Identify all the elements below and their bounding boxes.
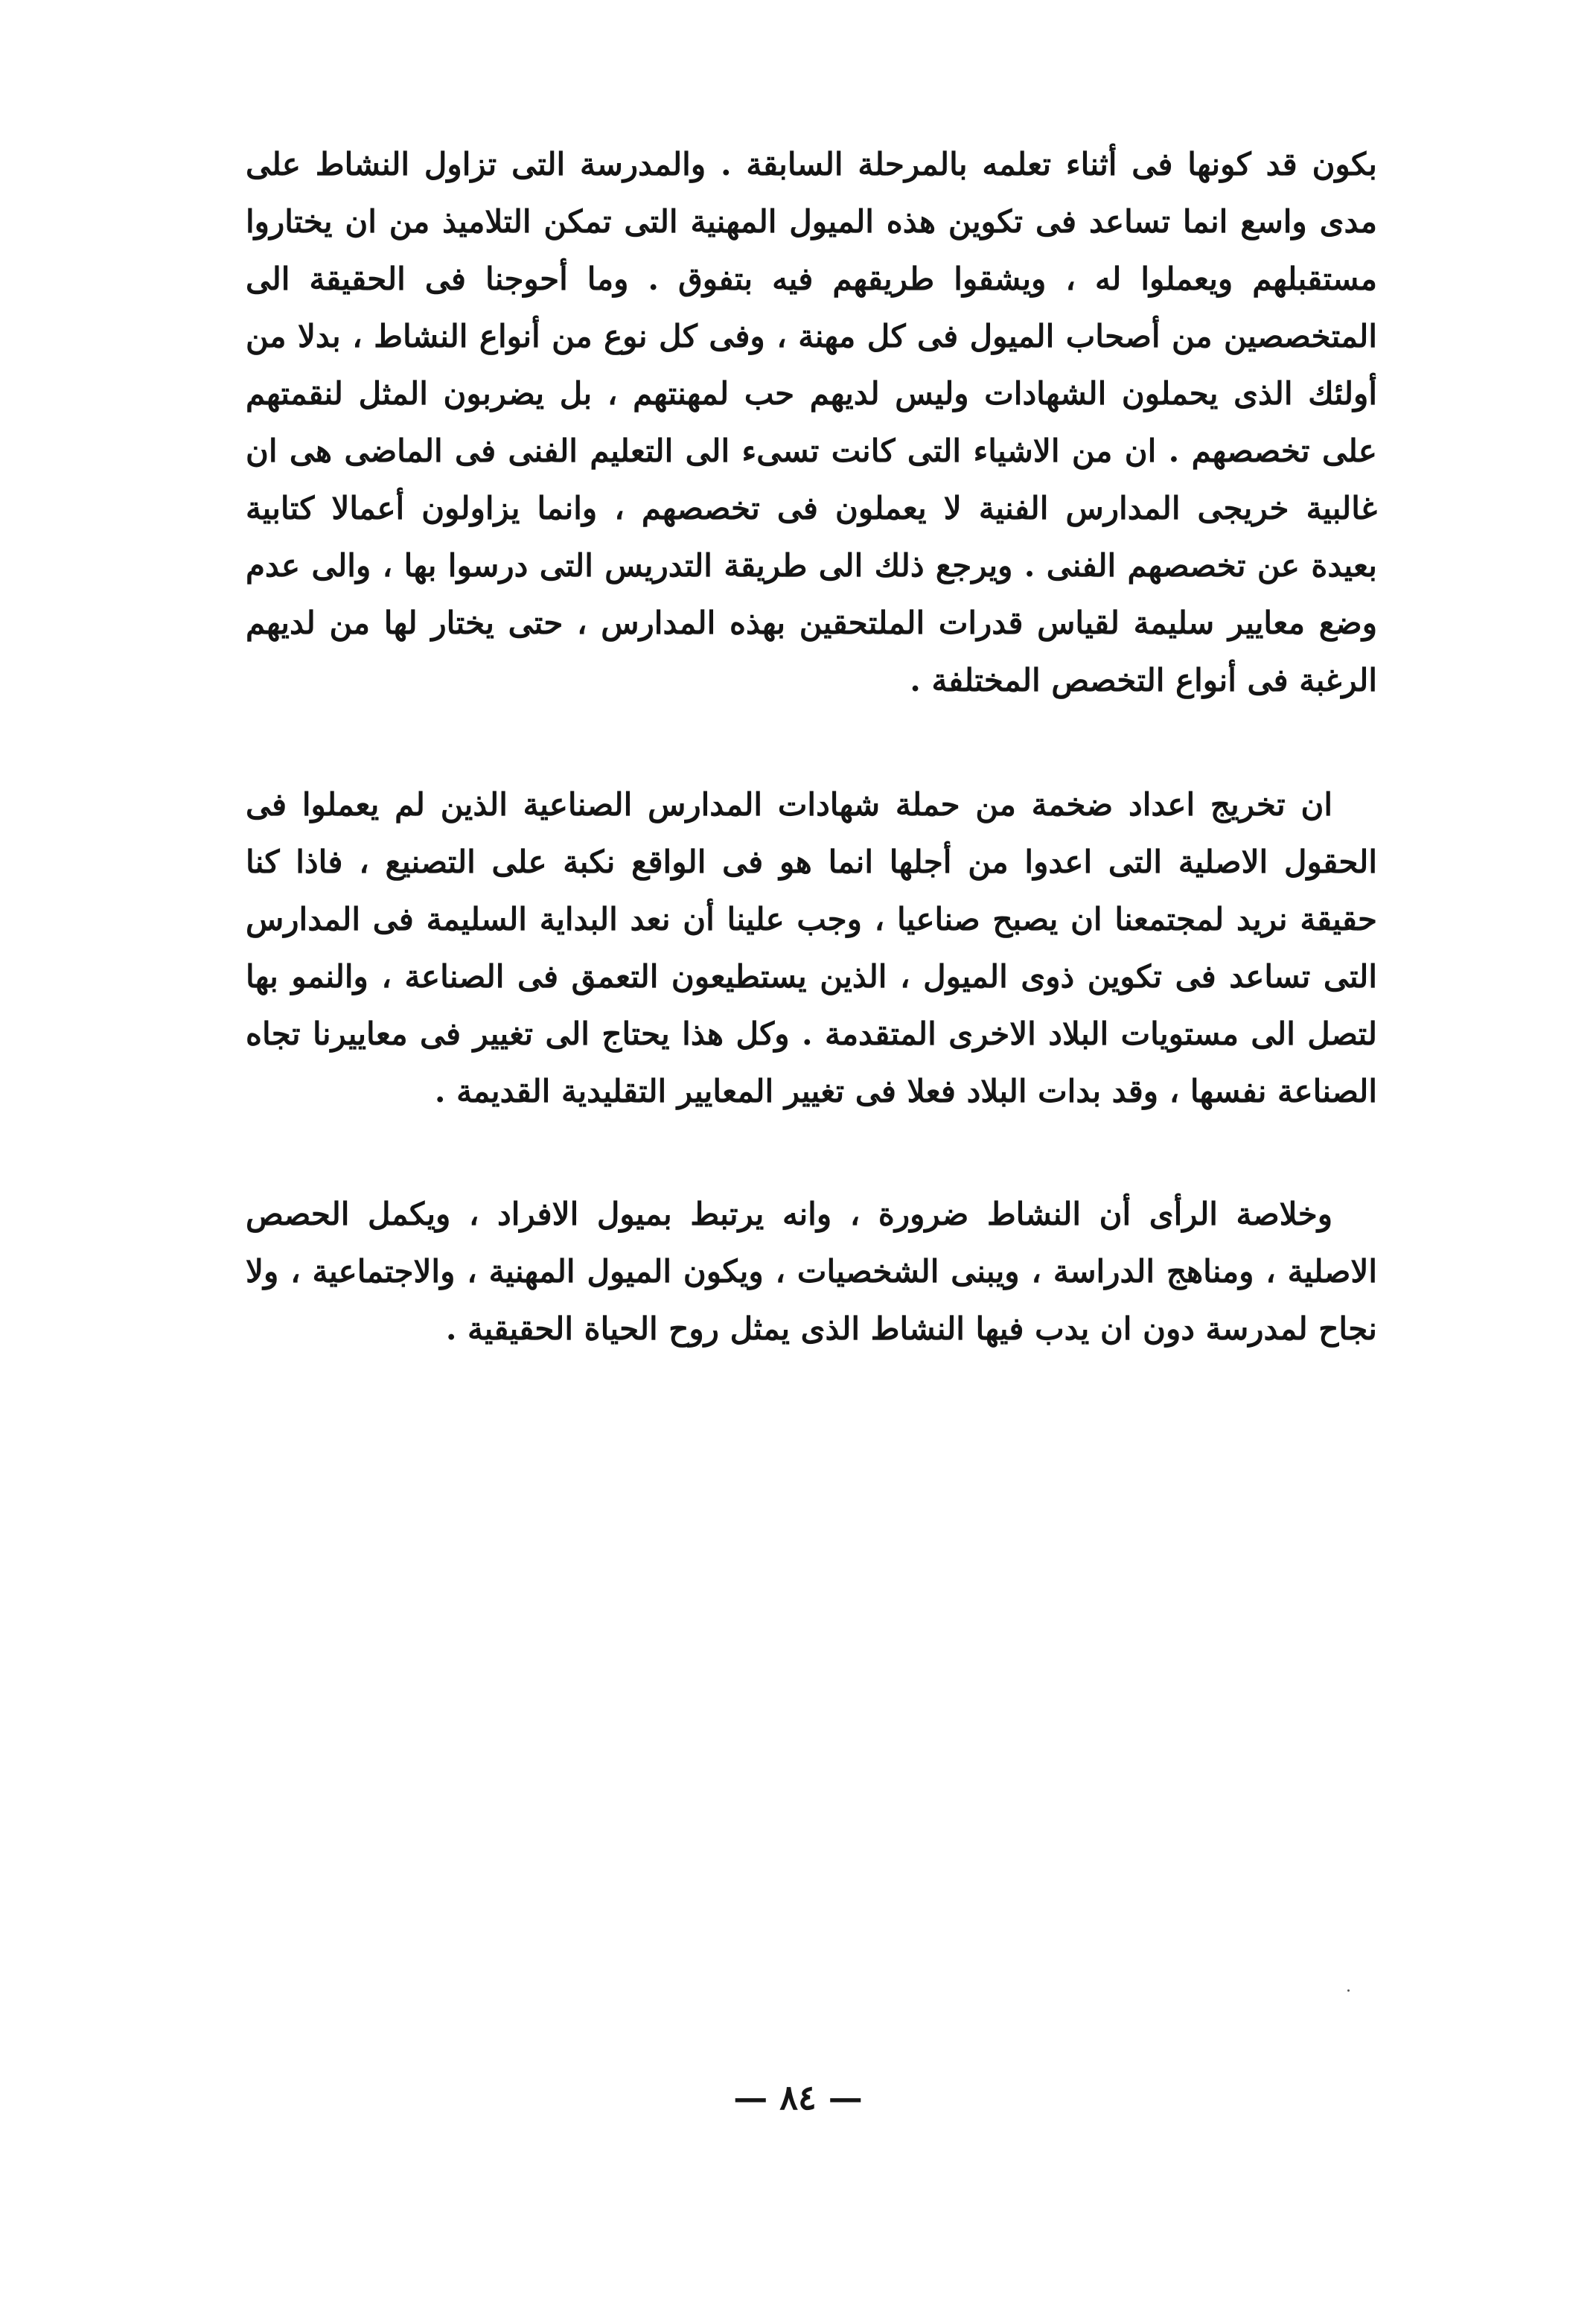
scan-speck <box>1347 1989 1350 1992</box>
paragraph-1: بكون قد كونها فى أثناء تعلمه بالمرحلة السابقة . والمدرسة التى تزاول النشاط على مدى واسع انما تساعد فى تكوين هذه الميول المهنية التى تمكن التلاميذ من ان يختاروا مستقبلهم ويعملوا له ، ويشقوا طريقهم فيه بتفوق . وما أحوجنا فى الحقيقة الى المتخصصين من أصحاب الميول فى كل مهنة ، وفى كل نوع من أنواع النشاط ، بدلا من أولئك الذى يحملون الشهادات وليس لديهم حب لمهنتهم ، بل يضربون المثل لنقمتهم على تخصصهم . ان من الاشياء التى كانت تسىء الى التعليم الفنى فى الماضى هى ان غالبية خريجى المدارس الفنية لا يعملون فى تخصصهم ، وانما يزاولون أعمالا كتابية بعيدة عن تخصصهم الفنى . ويرجع ذلك الى طريقة التدريس التى درسوا بها ، والى عدم وضع معايير سليمة لقياس قدرات الملتحقين بهذه المدارس ، حتى يختار لها من لديهم الرغبة فى أنواع التخصص المختلفة . <box>246 146 1377 698</box>
paragraph-2: ان تخريج اعداد ضخمة من حملة شهادات المدارس الصناعية الذين لم يعملوا فى الحقول الاصلية التى اعدوا من أجلها انما هو فى الواقع نكبة على التصنيع ، فاذا كنا حقيقة نريد لمجتمعنا ان يصبح صناعيا ، وجب علينا أن نعد البداية السليمة فى المدارس التى تساعد فى تكوين ذوى الميول ، الذين يستطيعون التعمق فى الصناعة ، والنمو بها لتصل الى مستويات البلاد الاخرى المتقدمة . وكل هذا يحتاج الى تغيير فى معاييرنا تجاه الصناعة نفسها ، وقد بدات البلاد فعلا فى تغيير المعايير التقليدية القديمة . <box>246 786 1377 1109</box>
page-number: — ٨٤ — <box>733 2077 863 2117</box>
paragraph-3: وخلاصة الرأى أن النشاط ضرورة ، وانه يرتبط بميول الافراد ، ويكمل الحصص الاصلية ، ومناهج الدراسة ، ويبنى الشخصيات ، ويكون الميول المهنية ، والاجتماعية ، ولا نجاح لمدرسة دون ان يدب فيها النشاط الذى يمثل روح الحياة الحقيقية . <box>246 1196 1377 1347</box>
